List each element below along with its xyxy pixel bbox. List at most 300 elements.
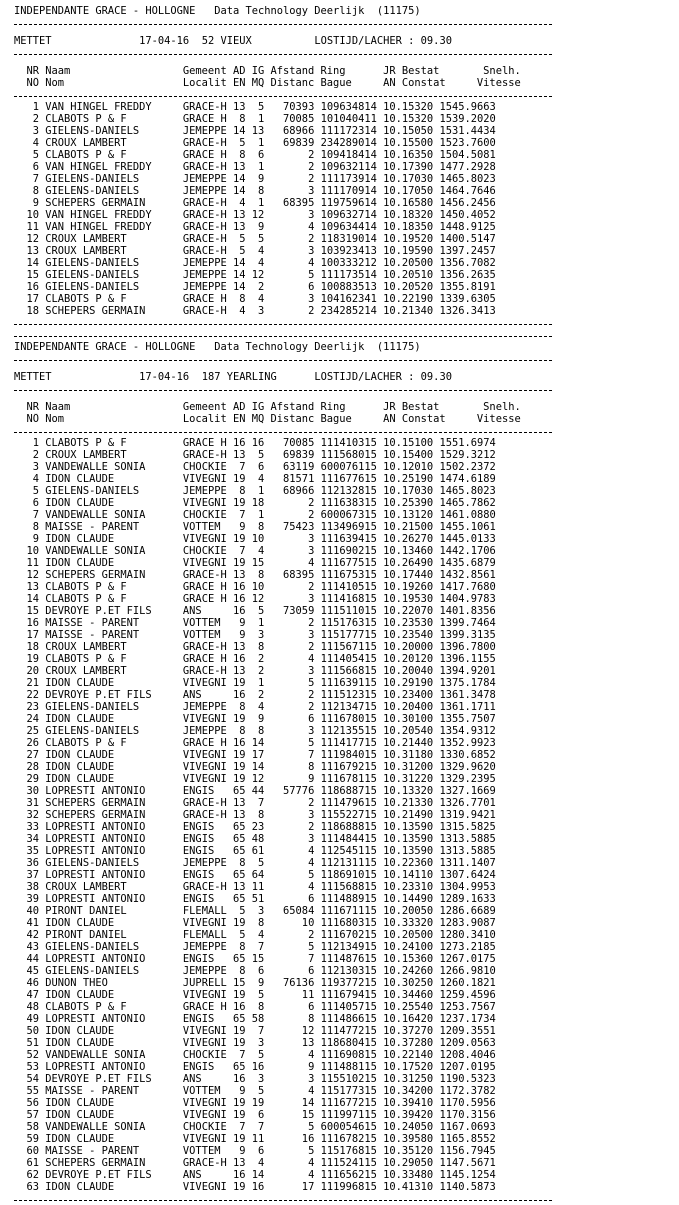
speed: 1311.1407	[439, 857, 496, 869]
speed: 1445.0133	[439, 533, 496, 545]
locality: GRACE-H	[182, 641, 233, 653]
rank: 5	[14, 149, 46, 161]
result-row	[14, 917, 679, 929]
birds-entered: 4	[232, 305, 252, 317]
divider	[14, 17, 679, 29]
distance: 69839	[270, 449, 321, 461]
result-row	[14, 113, 679, 125]
locality: VIVEGNI	[182, 473, 233, 485]
rank: 59	[14, 1133, 46, 1145]
distance: 5	[270, 269, 321, 281]
arrival-time: 10.21490	[383, 809, 440, 821]
speed: 1289.1633	[439, 893, 496, 905]
result-row	[14, 989, 679, 1001]
rank: 13	[14, 245, 46, 257]
arrival-time: 10.15320	[383, 101, 440, 113]
column-header-line-2	[14, 413, 679, 425]
locality: GRACE H	[182, 113, 233, 125]
speed: 1397.2457	[439, 245, 496, 257]
distance: 3	[270, 593, 321, 605]
birds-entered: 5	[232, 905, 252, 917]
result-row	[14, 689, 679, 701]
locality: VOTTEM	[182, 629, 233, 641]
arrival-time: 10.13460	[383, 545, 440, 557]
rank: 14	[14, 257, 46, 269]
distance: 2	[270, 641, 321, 653]
birds-entered: 19	[232, 497, 252, 509]
bird-count: 187	[201, 371, 227, 383]
bird-mark: 1	[251, 677, 271, 689]
bird-mark: 8	[251, 185, 271, 197]
rank: 16	[14, 617, 46, 629]
distance: 2	[270, 233, 321, 245]
ring-number: 111566815	[320, 665, 384, 677]
ring-number: 118688715	[320, 785, 384, 797]
race-name: METTET	[14, 371, 140, 383]
ring-number: 111690815	[320, 1049, 384, 1061]
speed: 1539.2020	[439, 113, 496, 125]
arrival-time: 10.13590	[383, 821, 440, 833]
bird-mark: 4	[251, 245, 271, 257]
distance: 2	[270, 305, 321, 317]
fancier-name: MAISSE - PARENT	[45, 1145, 183, 1157]
distance: 2	[270, 581, 321, 593]
locality: VIVEGNI	[182, 1133, 233, 1145]
speed: 1170.3156	[439, 1109, 496, 1121]
arrival-time: 10.30250	[383, 977, 440, 989]
speed: 1461.0880	[439, 509, 496, 521]
speed: 1207.0195	[439, 1061, 496, 1073]
ring-number: 112130315	[320, 965, 384, 977]
ring-number: 111568015	[320, 449, 384, 461]
ring-number: 111488115	[320, 1061, 384, 1073]
speed: 1448.9125	[439, 221, 496, 233]
ring-number: 111679215	[320, 761, 384, 773]
birds-entered: 65	[232, 869, 252, 881]
arrival-time: 10.22360	[383, 857, 440, 869]
ring-number: 111405415	[320, 653, 384, 665]
result-row	[14, 1025, 679, 1037]
distance: 13	[270, 1037, 321, 1049]
bird-mark: 8	[251, 725, 271, 737]
fancier-name: GIELENS-DANIELS	[45, 965, 183, 977]
locality: GRACE-H	[182, 569, 233, 581]
ring-number: 111680315	[320, 917, 384, 929]
fancier-name: GIELENS-DANIELS	[45, 941, 183, 953]
locality: GRACE H	[182, 149, 233, 161]
ring-number: 111477215	[320, 1025, 384, 1037]
rank: 3	[14, 125, 46, 137]
speed: 1145.1254	[439, 1169, 496, 1181]
locality: GRACE-H	[182, 809, 233, 821]
birds-entered: 19	[232, 1181, 252, 1193]
fancier-name: SCHEPERS GERMAIN	[45, 305, 183, 317]
distance: 3	[270, 185, 321, 197]
distance: 57776	[270, 785, 321, 797]
result-row	[14, 941, 679, 953]
result-row	[14, 845, 679, 857]
race-category: YEARLING	[226, 371, 315, 383]
rank: 7	[14, 509, 46, 521]
ring-number: 111410515	[320, 581, 384, 593]
arrival-time: 10.15400	[383, 449, 440, 461]
bird-mark: 61	[251, 845, 271, 857]
bird-mark: 48	[251, 833, 271, 845]
divider	[14, 383, 679, 395]
ring-number: 109632714	[320, 209, 384, 221]
rank: 46	[14, 977, 46, 989]
divider	[14, 47, 679, 59]
rank: 15	[14, 269, 46, 281]
arrival-time: 10.19590	[383, 245, 440, 257]
ring-number: 118688815	[320, 821, 384, 833]
distance: 3	[270, 245, 321, 257]
club-header-line	[14, 341, 679, 353]
club-name: INDEPENDANTE GRACE - HOLLOGNE	[14, 341, 215, 353]
arrival-time: 10.16420	[383, 1013, 440, 1025]
result-row	[14, 569, 679, 581]
result-row	[14, 1121, 679, 1133]
speed: 1375.1784	[439, 677, 496, 689]
fancier-name: SCHEPERS GERMAIN	[45, 809, 183, 821]
bird-mark: 3	[251, 1073, 271, 1085]
speed: 1529.3212	[439, 449, 496, 461]
result-row	[14, 257, 679, 269]
ring-number: 111484415	[320, 833, 384, 845]
arrival-time: 10.14110	[383, 869, 440, 881]
birds-entered: 65	[232, 1061, 252, 1073]
ring-number: 111678115	[320, 773, 384, 785]
locality: GRACE H	[182, 653, 233, 665]
bird-mark: 5	[251, 605, 271, 617]
arrival-time: 10.19530	[383, 593, 440, 605]
arrival-time: 10.20000	[383, 641, 440, 653]
fancier-name: IDON CLAUDE	[45, 497, 183, 509]
rank: 54	[14, 1073, 46, 1085]
locality: VIVEGNI	[182, 1025, 233, 1037]
ring-number: 111984015	[320, 749, 384, 761]
birds-entered: 65	[232, 785, 252, 797]
result-row	[14, 953, 679, 965]
arrival-time: 10.21330	[383, 797, 440, 809]
rank: 27	[14, 749, 46, 761]
rank: 40	[14, 905, 46, 917]
result-row	[14, 1169, 679, 1181]
fancier-name: CROUX LAMBERT	[45, 665, 183, 677]
ring-number: 112134715	[320, 701, 384, 713]
distance: 63119	[270, 461, 321, 473]
distance: 4	[270, 221, 321, 233]
result-row	[14, 665, 679, 677]
arrival-time: 10.25190	[383, 473, 440, 485]
speed: 1401.8356	[439, 605, 496, 617]
ring-number: 115176315	[320, 617, 384, 629]
rank: 14	[14, 593, 46, 605]
birds-entered: 8	[232, 701, 252, 713]
result-row	[14, 617, 679, 629]
rank: 35	[14, 845, 46, 857]
ring-number: 100883513	[320, 281, 384, 293]
bird-mark: 12	[251, 269, 271, 281]
distance: 4	[270, 857, 321, 869]
birds-entered: 13	[232, 569, 252, 581]
result-row	[14, 173, 679, 185]
arrival-time: 10.34200	[383, 1085, 440, 1097]
speed: 1267.0175	[439, 953, 496, 965]
arrival-time: 10.29190	[383, 677, 440, 689]
release-time: 09.30	[420, 371, 452, 383]
bird-mark: 19	[251, 1097, 271, 1109]
distance: 65084	[270, 905, 321, 917]
speed: 1304.9953	[439, 881, 496, 893]
fancier-name: LOPRESTI ANTONIO	[45, 785, 183, 797]
birds-entered: 16	[232, 1001, 252, 1013]
arrival-time: 10.31220	[383, 773, 440, 785]
birds-entered: 19	[232, 557, 252, 569]
arrival-time: 10.26490	[383, 557, 440, 569]
distance: 3	[270, 725, 321, 737]
bird-mark: 10	[251, 581, 271, 593]
speed: 1551.6974	[439, 437, 496, 449]
fancier-name: IDON CLAUDE	[45, 749, 183, 761]
rank: 58	[14, 1121, 46, 1133]
club-name: INDEPENDANTE GRACE - HOLLOGNE	[14, 5, 215, 17]
locality: CHOCKIE	[182, 509, 233, 521]
result-row	[14, 821, 679, 833]
speed: 1394.9201	[439, 665, 496, 677]
ring-number: 111678215	[320, 1133, 384, 1145]
result-row	[14, 653, 679, 665]
ring-number: 112132815	[320, 485, 384, 497]
divider	[14, 1193, 679, 1205]
locality: JEMEPPE	[182, 485, 233, 497]
distance: 2	[270, 173, 321, 185]
bird-mark: 14	[251, 1169, 271, 1181]
bird-mark: 8	[251, 569, 271, 581]
result-row	[14, 305, 679, 317]
bird-mark: 8	[251, 809, 271, 821]
birds-entered: 13	[232, 809, 252, 821]
bird-mark: 17	[251, 749, 271, 761]
result-row	[14, 605, 679, 617]
result-row	[14, 101, 679, 113]
arrival-time: 10.31250	[383, 1073, 440, 1085]
locality: GRACE-H	[182, 797, 233, 809]
bird-mark: 6	[251, 1145, 271, 1157]
speed: 1253.7567	[439, 1001, 496, 1013]
birds-entered: 14	[232, 269, 252, 281]
birds-entered: 14	[232, 125, 252, 137]
result-row	[14, 713, 679, 725]
speed: 1396.7800	[439, 641, 496, 653]
birds-entered: 13	[232, 797, 252, 809]
result-row	[14, 533, 679, 545]
birds-entered: 13	[232, 209, 252, 221]
arrival-time: 10.15500	[383, 137, 440, 149]
result-row	[14, 1181, 679, 1193]
birds-entered: 19	[232, 533, 252, 545]
speed: 1450.4052	[439, 209, 496, 221]
locality: VIVEGNI	[182, 1109, 233, 1121]
birds-entered: 7	[232, 461, 252, 473]
locality: VIVEGNI	[182, 1181, 233, 1193]
fancier-name: LOPRESTI ANTONIO	[45, 833, 183, 845]
bird-mark: 13	[251, 125, 271, 137]
distance: 2	[270, 161, 321, 173]
speed: 1315.5825	[439, 821, 496, 833]
result-row	[14, 677, 679, 689]
release-label: LOSTIJD/LACHER :	[314, 371, 421, 383]
speed: 1523.7600	[439, 137, 496, 149]
birds-entered: 9	[232, 521, 252, 533]
birds-entered: 8	[232, 113, 252, 125]
rank: 21	[14, 677, 46, 689]
fancier-name: CROUX LAMBERT	[45, 233, 183, 245]
result-row	[14, 197, 679, 209]
locality: VIVEGNI	[182, 761, 233, 773]
speed: 1167.0693	[439, 1121, 496, 1133]
result-row	[14, 1049, 679, 1061]
bird-mark: 5	[251, 857, 271, 869]
locality: JEMEPPE	[182, 965, 233, 977]
distance: 68966	[270, 485, 321, 497]
birds-entered: 5	[232, 245, 252, 257]
race-info-line	[14, 35, 679, 47]
fancier-name: VANDEWALLE SONIA	[45, 545, 183, 557]
birds-entered: 16	[232, 581, 252, 593]
bird-mark: 7	[251, 941, 271, 953]
locality: VIVEGNI	[182, 1037, 233, 1049]
rank: 4	[14, 473, 46, 485]
bird-mark: 5	[251, 1049, 271, 1061]
distance: 70085	[270, 437, 321, 449]
bird-mark: 5	[251, 449, 271, 461]
distance: 4	[270, 557, 321, 569]
bird-mark: 3	[251, 1037, 271, 1049]
locality: JEMEPPE	[182, 941, 233, 953]
arrival-time: 10.16350	[383, 149, 440, 161]
rank: 60	[14, 1145, 46, 1157]
arrival-time: 10.21500	[383, 521, 440, 533]
bird-mark: 1	[251, 197, 271, 209]
speed: 1465.8023	[439, 173, 496, 185]
ring-number: 234289014	[320, 137, 384, 149]
fancier-name: LOPRESTI ANTONIO	[45, 893, 183, 905]
result-row	[14, 521, 679, 533]
distance: 6	[270, 281, 321, 293]
distance: 10	[270, 917, 321, 929]
birds-entered: 16	[232, 737, 252, 749]
ring-number: 119377215	[320, 977, 384, 989]
bird-mark: 6	[251, 149, 271, 161]
speed: 1465.8023	[439, 485, 496, 497]
rank: 18	[14, 641, 46, 653]
speed: 1326.7701	[439, 797, 496, 809]
rank: 30	[14, 785, 46, 797]
ring-number: 115522715	[320, 809, 384, 821]
distance: 2	[270, 701, 321, 713]
ring-number: 111416815	[320, 593, 384, 605]
rank: 10	[14, 209, 46, 221]
locality: GRACE-H	[182, 137, 233, 149]
bird-mark: 4	[251, 293, 271, 305]
ring-number: 118680415	[320, 1037, 384, 1049]
rank: 12	[14, 569, 46, 581]
arrival-time: 10.30100	[383, 713, 440, 725]
distance: 2	[270, 149, 321, 161]
bird-mark: 5	[251, 1085, 271, 1097]
speed: 1400.5147	[439, 233, 496, 245]
result-row	[14, 1145, 679, 1157]
arrival-time: 10.15100	[383, 437, 440, 449]
ring-number: 118691015	[320, 869, 384, 881]
locality: ENGIS	[182, 845, 233, 857]
rank: 23	[14, 701, 46, 713]
distance: 5	[270, 737, 321, 749]
locality: CHOCKIE	[182, 1121, 233, 1133]
bird-mark: 64	[251, 869, 271, 881]
ring-number: 109418414	[320, 149, 384, 161]
bird-mark: 10	[251, 533, 271, 545]
arrival-time: 10.26270	[383, 533, 440, 545]
rank: 4	[14, 137, 46, 149]
birds-entered: 15	[232, 977, 252, 989]
distance: 3	[270, 809, 321, 821]
arrival-time: 10.29050	[383, 1157, 440, 1169]
locality: GRACE H	[182, 1001, 233, 1013]
rank: 17	[14, 629, 46, 641]
bird-mark: 3	[251, 905, 271, 917]
speed: 1545.9663	[439, 101, 496, 113]
locality: VOTTEM	[182, 1145, 233, 1157]
result-row	[14, 161, 679, 173]
arrival-time: 10.37280	[383, 1037, 440, 1049]
locality: VIVEGNI	[182, 1097, 233, 1109]
bird-mark: 4	[251, 473, 271, 485]
rank: 9	[14, 533, 46, 545]
arrival-time: 10.25390	[383, 497, 440, 509]
birds-entered: 14	[232, 281, 252, 293]
locality: JEMEPPE	[182, 173, 233, 185]
locality: ANS	[182, 1169, 233, 1181]
birds-entered: 19	[232, 749, 252, 761]
speed: 1432.8561	[439, 569, 496, 581]
birds-entered: 19	[232, 917, 252, 929]
bird-mark: 44	[251, 785, 271, 797]
bird-mark: 9	[251, 173, 271, 185]
fancier-name: VANDEWALLE SONIA	[45, 509, 183, 521]
locality: GRACE-H	[182, 101, 233, 113]
fancier-name: MAISSE - PARENT	[45, 617, 183, 629]
birds-entered: 9	[232, 629, 252, 641]
rank: 20	[14, 665, 46, 677]
result-row	[14, 1097, 679, 1109]
ring-number: 111675315	[320, 569, 384, 581]
fancier-name: VAN HINGEL FREDDY	[45, 161, 183, 173]
bird-mark: 6	[251, 965, 271, 977]
distance: 6	[270, 1001, 321, 1013]
distance: 5	[270, 1145, 321, 1157]
result-row	[14, 485, 679, 497]
arrival-time: 10.31180	[383, 749, 440, 761]
ring-number: 111638315	[320, 497, 384, 509]
birds-entered: 5	[232, 929, 252, 941]
locality: FLEMALL	[182, 929, 233, 941]
ring-number: 111996815	[320, 1181, 384, 1193]
ring-number: 109634814	[320, 101, 384, 113]
locality: GRACE H	[182, 737, 233, 749]
fancier-name: IDON CLAUDE	[45, 473, 183, 485]
